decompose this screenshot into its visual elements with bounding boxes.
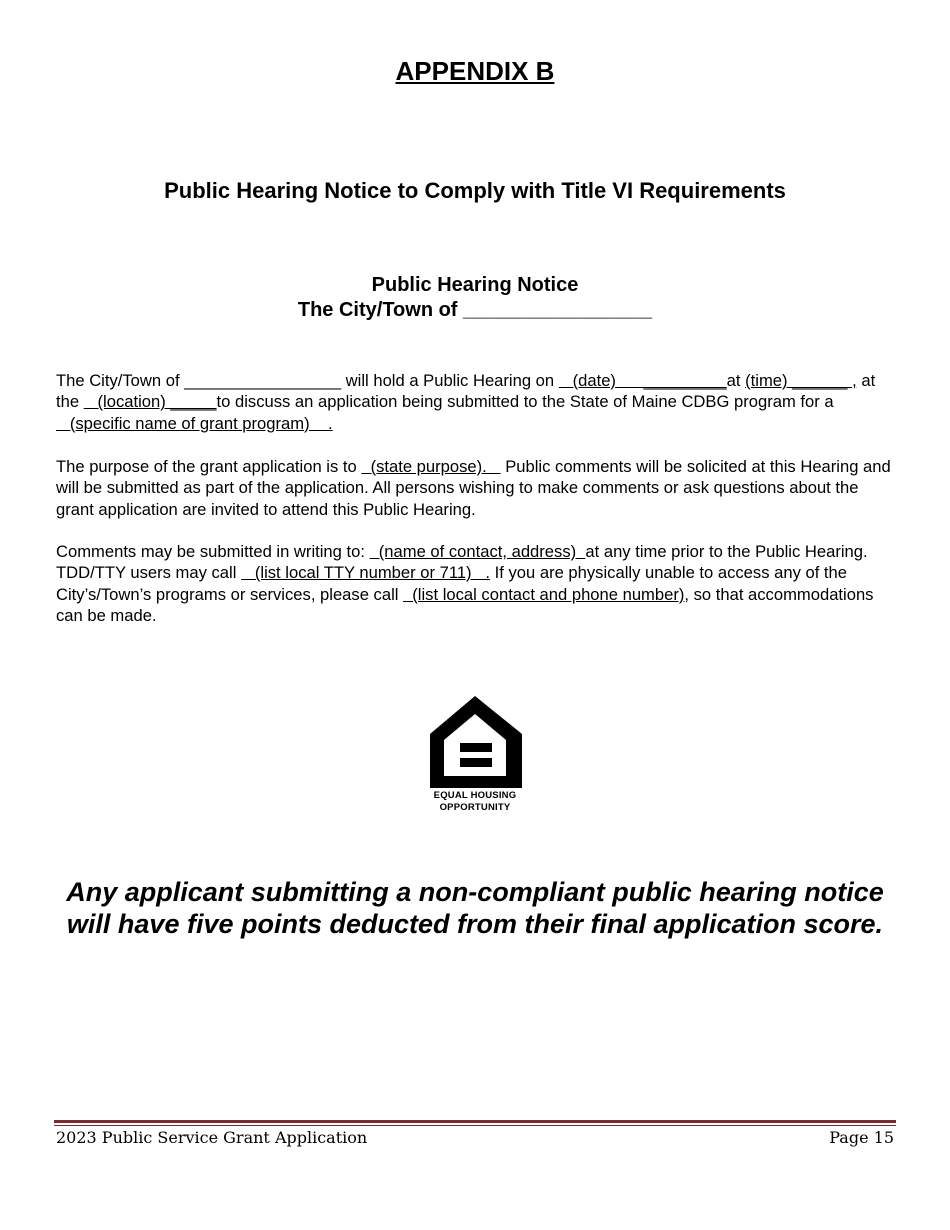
footer-rule: [54, 1120, 896, 1123]
logo-text-line2: OPPORTUNITY: [439, 802, 511, 813]
contact-placeholder: (name of contact, address): [369, 542, 586, 561]
location-placeholder: (location) _____: [83, 392, 217, 412]
program-name-placeholder: (specific name of grant program) .: [56, 413, 333, 433]
footer-rule-thin: [54, 1125, 896, 1126]
p1-text-2: at: [726, 371, 741, 390]
p3-text-4: so that accommodations can be made.: [56, 584, 874, 625]
page-subtitle: Public Hearing Notice to Comply with Title VI Requirements: [164, 178, 786, 203]
equal-housing-logo: [424, 690, 526, 820]
p3-text-1: Comments may be submitted in writing to:: [56, 542, 370, 561]
p2-text-1: The purpose of the grant application is to: [56, 457, 362, 476]
purpose-placeholder: (state purpose).: [361, 457, 501, 476]
compliance-warning: Any applicant submitting a non-compliant public hearing notice will have five points deducted from their final application score.: [66, 877, 884, 939]
logo-text-line1: EQUAL HOUSING: [433, 790, 517, 801]
date-placeholder: (date) _________: [558, 371, 727, 390]
p1-text-4: to discuss an application being submitted to the State of Maine CDBG program for a: [216, 392, 834, 412]
paragraph-purpose: [56, 456, 896, 520]
footer-document-title: 2023 Public Service Grant Application: [56, 1128, 368, 1147]
p2-text-2: Public comments will be solicited at this Hearing and will be submitted as part of the application. All persons wishing to make comments or ask questions about the grant application are invited to attend this Public Hearing.: [56, 457, 891, 519]
tty-placeholder: (list local TTY number or 711) .: [241, 563, 491, 583]
appendix-title: APPENDIX B: [395, 56, 555, 86]
p3-text-3: If you are physically unable to access any of the City’s/Town’s programs or services, please call: [56, 563, 847, 604]
p1-text-3: at the: [56, 371, 876, 412]
notice-heading: [0, 273, 950, 323]
local-contact-placeholder: (list local contact and phone number),: [403, 584, 689, 604]
paragraph-comments: [56, 541, 896, 626]
notice-title: Public Hearing Notice: [371, 274, 579, 296]
p1-text-1: The City/Town of _________________ will hold a Public Hearing on: [56, 371, 559, 390]
paragraph-hearing-details: [56, 370, 896, 434]
equal-housing-opportunity-icon: [424, 690, 526, 790]
notice-city-line: The City/Town of _________________: [297, 299, 653, 321]
p3-text-2: at any time prior to the Public Hearing. TDD/TTY users may call: [56, 542, 868, 583]
footer-page-number: Page 15: [829, 1128, 894, 1147]
time-placeholder: (time) ______ ,: [745, 371, 857, 390]
